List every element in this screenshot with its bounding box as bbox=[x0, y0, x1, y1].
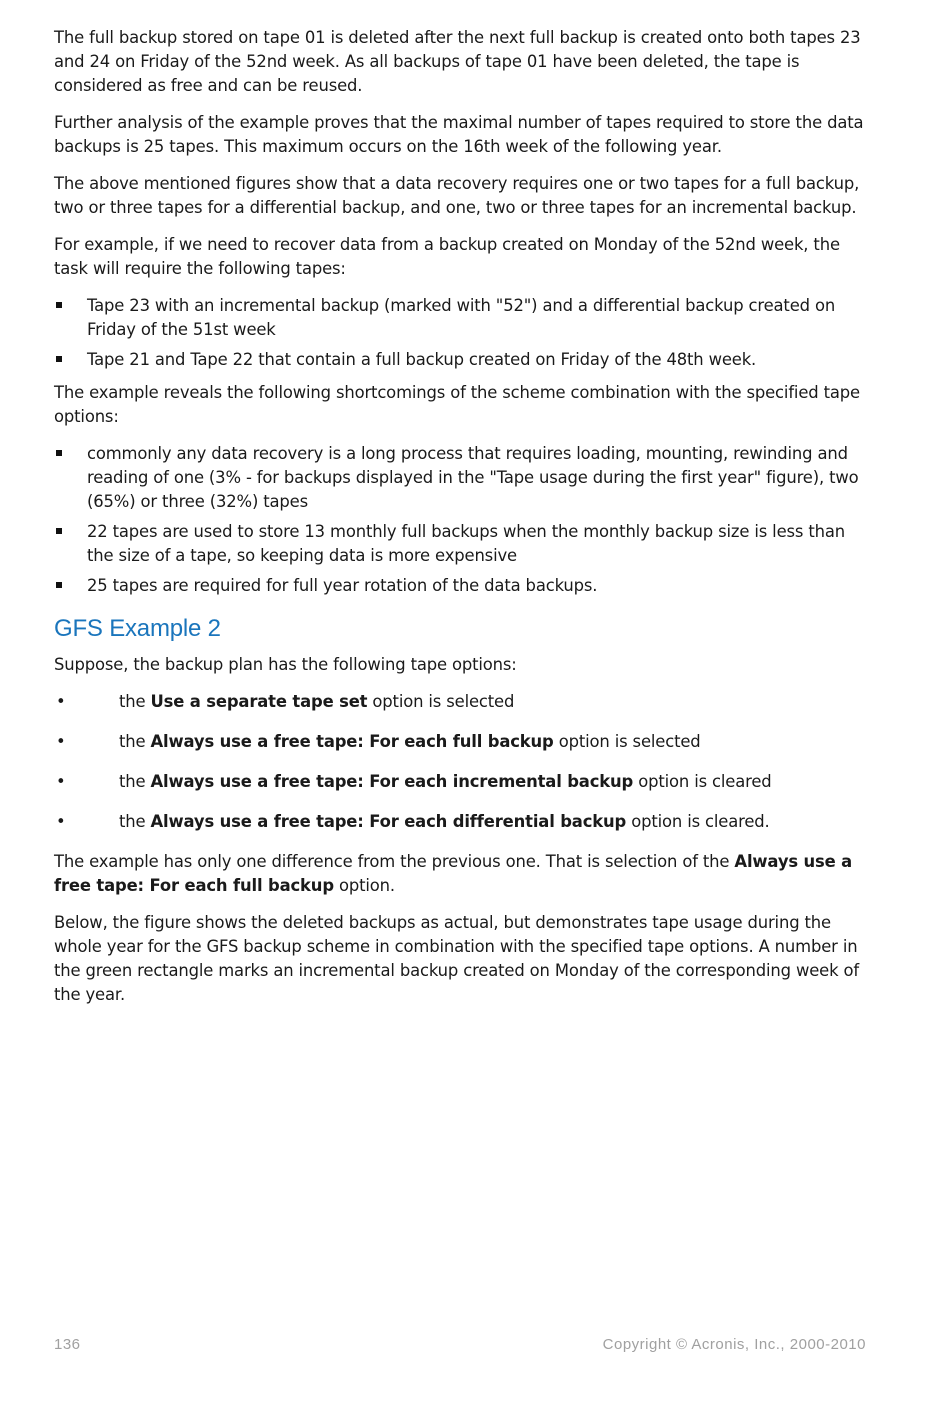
recovery-tapes-list bbox=[54, 294, 874, 372]
option-state: option is selected bbox=[367, 692, 515, 711]
option-name: Always use a free tape: For each differential backup bbox=[150, 812, 627, 831]
option-state: option is selected bbox=[553, 732, 701, 751]
list-item bbox=[54, 810, 874, 834]
list-item: 22 tapes are used to store 13 monthly full backups when the monthly backup size is less than the size of a tape, so keeping data is more expensive bbox=[54, 520, 874, 568]
option-prefix: the bbox=[119, 812, 151, 831]
option-name: Always use a free tape: For each incremental backup bbox=[150, 772, 634, 791]
option-name: Always use a free tape: For each full backup bbox=[150, 732, 554, 751]
shortcomings-list bbox=[54, 442, 874, 598]
paragraph-figure-description: Below, the figure shows the deleted backups as actual, but demonstrates tape usage during the whole year for the GFS backup scheme in combination with the specified tape options. A number in the green rectangle marks an incremental backup created on Monday of the corresponding week of the year. bbox=[54, 913, 859, 1004]
list-item bbox=[54, 690, 874, 714]
list-item: Tape 23 with an incremental backup (marked with "52") and a differential backup created on Friday of the 51st week bbox=[54, 294, 874, 342]
list-item bbox=[54, 770, 874, 794]
option-name: Use a separate tape set bbox=[150, 692, 368, 711]
option-prefix: the bbox=[119, 732, 151, 751]
bullet-glyph: • bbox=[56, 692, 66, 711]
option-state: option is cleared. bbox=[626, 812, 770, 831]
page-number: 136 bbox=[54, 1336, 81, 1353]
paragraph-tape01-deleted: The full backup stored on tape 01 is deleted after the next full backup is created onto both tapes 23 and 24 on Friday of the 52nd week. As all backups of tape 01 have been deleted, the tape is considered as free and can be reused. bbox=[54, 28, 861, 95]
bullet-glyph: • bbox=[56, 812, 66, 831]
tape-options-list bbox=[54, 690, 874, 834]
paragraph-difference bbox=[54, 850, 874, 898]
list-item bbox=[54, 730, 874, 754]
bullet-glyph: • bbox=[56, 732, 66, 751]
difference-prefix: The example has only one difference from the previous one. That is selection of the bbox=[54, 852, 735, 871]
document-page bbox=[54, 26, 874, 1020]
difference-option-name: Always use a free tape: For each full backup bbox=[54, 852, 853, 895]
paragraph-recovery-requirements: The above mentioned figures show that a data recovery requires one or two tapes for a full backup, two or three tapes for a differential backup, and one, two or three tapes for an incremental backup. bbox=[54, 174, 860, 217]
difference-suffix: option. bbox=[333, 876, 395, 895]
paragraph-options-intro: Suppose, the backup plan has the following tape options: bbox=[54, 655, 517, 674]
list-item: Tape 21 and Tape 22 that contain a full backup created on Friday of the 48th week. bbox=[54, 348, 874, 372]
paragraph-max-tapes: Further analysis of the example proves that the maximal number of tapes required to store the data backups is 25 tapes. This maximum occurs on the 16th week of the following year. bbox=[54, 113, 864, 156]
option-prefix: the bbox=[119, 772, 151, 791]
option-state: option is cleared bbox=[633, 772, 772, 791]
copyright-notice: Copyright © Acronis, Inc., 2000-2010 bbox=[602, 1336, 866, 1353]
section-heading-gfs-example-2: GFS Example 2 bbox=[54, 615, 221, 642]
list-item: commonly any data recovery is a long process that requires loading, mounting, rewinding and reading of one (3% - for backups displayed in the "Tape usage during the first year" figure), two (65%) or three (32%) tapes bbox=[54, 442, 874, 514]
paragraph-recovery-example: For example, if we need to recover data from a backup created on Monday of the 52nd week, the task will require the following tapes: bbox=[54, 235, 840, 278]
paragraph-shortcomings-intro: The example reveals the following shortcomings of the scheme combination with the specified tape options: bbox=[54, 383, 860, 426]
bullet-glyph: • bbox=[56, 772, 66, 791]
option-prefix: the bbox=[119, 692, 151, 711]
list-item: 25 tapes are required for full year rotation of the data backups. bbox=[54, 574, 874, 598]
